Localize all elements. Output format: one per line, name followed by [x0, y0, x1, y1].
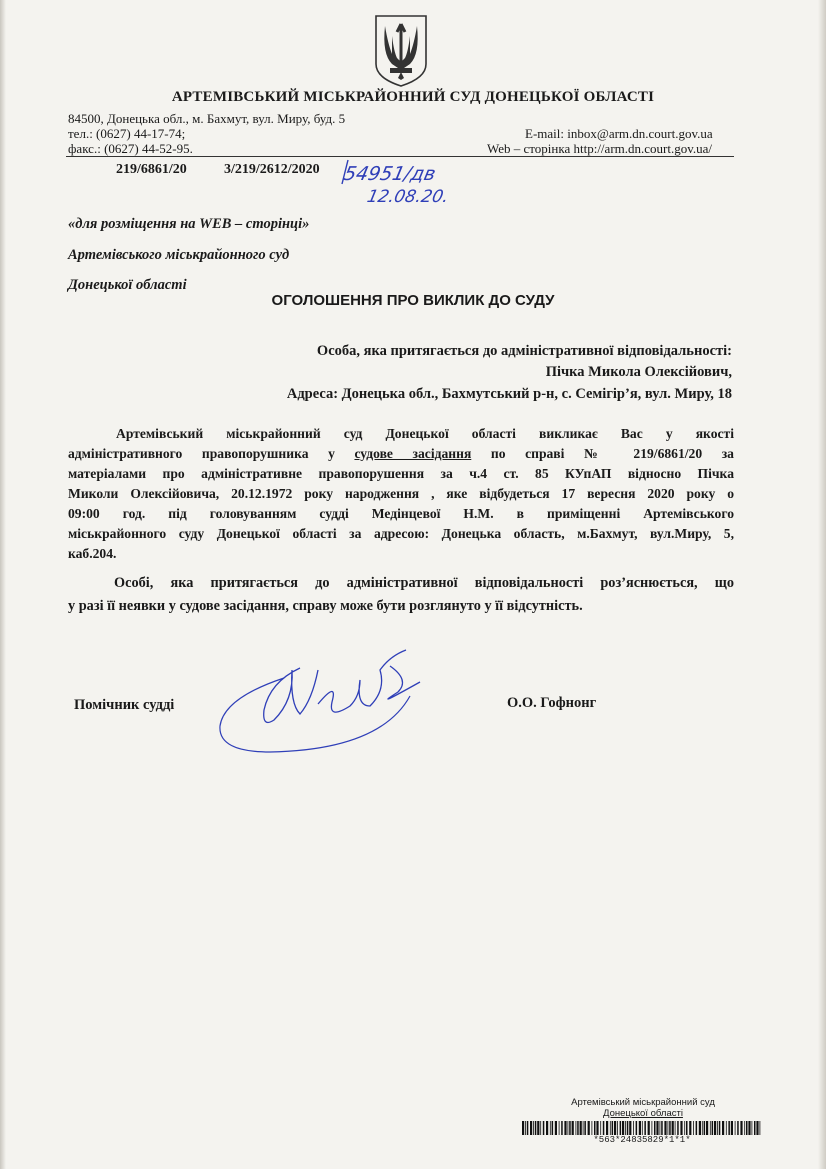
barcode-number: *563*24835829*1*1* [593, 1135, 691, 1145]
barcode-bar [600, 1121, 601, 1135]
court-address: 84500, Донецька обл., м. Бахмут, вул. Миру, буд. 5 [68, 111, 346, 126]
body-line: міськрайонного суду Донецької області за адресою: Донецька область, м.Бахмут, вул.Миру, 5, [68, 526, 734, 541]
barcode-bar [525, 1121, 526, 1135]
outgoing-number: 3/219/2612/2020 [224, 162, 320, 177]
court-phone: тел.: (0627) 44-17-74; [68, 126, 186, 141]
barcode-bar [622, 1121, 624, 1135]
recipient-court: Артемівського міськрайонного суд [68, 247, 290, 263]
barcode-bar [572, 1121, 574, 1135]
barcode-bar [714, 1121, 716, 1135]
barcode-bar [672, 1121, 674, 1135]
court-name-header: АРТЕМІВСЬКИЙ МІСЬКРАЙОННИЙ СУД ДОНЕЦЬКОЇ ОБЛАСТІ [171, 89, 655, 105]
body-line: адміністративного правопорушника у судове засідання по справі № 219/6861/20 за [68, 446, 734, 461]
barcode-bar [612, 1121, 614, 1135]
absence-notice-paragraph [68, 572, 734, 618]
barcode-bar [668, 1121, 669, 1135]
barcode-bar [577, 1121, 579, 1135]
barcode-bar [737, 1121, 739, 1135]
body-line: каб.204. [68, 546, 117, 561]
notice-line: у разі її неявки у судове засідання, справу може бути розглянуто у її відсутність. [68, 598, 583, 614]
barcode-bar [580, 1121, 582, 1135]
barcode-bar [596, 1121, 598, 1135]
barcode-bar [754, 1121, 756, 1135]
trident-emblem-icon [372, 14, 430, 88]
barcode-bar [629, 1121, 631, 1135]
underlined-hearing-term: судове засідання [354, 446, 472, 461]
barcode-bar [522, 1121, 524, 1135]
barcode-bar [717, 1121, 718, 1135]
barcode-bar [527, 1121, 529, 1135]
barcode-bar [712, 1121, 714, 1135]
summons-paragraph [68, 424, 734, 564]
barcode-bar [752, 1121, 753, 1135]
case-number: 219/6861/20 [116, 162, 187, 177]
barcode-bar [748, 1121, 750, 1135]
barcode-bar [642, 1121, 643, 1135]
barcode-bar [648, 1121, 650, 1135]
barcode-bar [625, 1121, 626, 1135]
barcode-bar [594, 1121, 596, 1135]
barcode-bar [760, 1121, 761, 1135]
barcode-bar [702, 1121, 703, 1135]
barcode-bar [664, 1121, 666, 1135]
barcode-bar [564, 1121, 566, 1135]
barcode-bar [583, 1121, 584, 1135]
barcode-bar [639, 1121, 641, 1135]
barcode-bar [696, 1121, 698, 1135]
barcode-bar [530, 1121, 532, 1135]
document-title: ОГОЛОШЕННЯ ПРО ВИКЛИК ДО СУДУ [271, 292, 555, 309]
barcode-bar [684, 1121, 685, 1135]
barcode-bar [610, 1121, 611, 1135]
barcode-bar [726, 1121, 727, 1135]
barcode-bar [669, 1121, 671, 1135]
barcode-bar [614, 1121, 616, 1135]
barcode-bar [704, 1121, 706, 1135]
barcode-bar [706, 1121, 708, 1135]
barcode-bar [675, 1121, 676, 1135]
court-fax: факс.: (0627) 44-52-95. [68, 141, 193, 156]
barcode-bar [677, 1121, 679, 1135]
barcode-bar [661, 1121, 663, 1135]
barcode-bar [680, 1121, 682, 1135]
barcode-bar [550, 1121, 551, 1135]
barcode-bar [627, 1121, 629, 1135]
barcode-bar [644, 1121, 646, 1135]
barcode-bar [592, 1121, 593, 1135]
barcode-bar [606, 1121, 608, 1135]
barcode-bar [633, 1121, 634, 1135]
body-line: Артемівський міськрайонний суд Донецької області викликає Вас у якості [116, 426, 734, 441]
barcode-bar [620, 1121, 622, 1135]
barcode-bar [540, 1121, 541, 1135]
court-email: E-mail: inbox@arm.dn.court.gov.ua [525, 126, 713, 141]
barcode-bar [735, 1121, 736, 1135]
barcode-bar [537, 1121, 539, 1135]
barcode-bar [693, 1121, 694, 1135]
signer-name: О.О. Гофнонг [507, 695, 597, 711]
handwritten-registration-mark [340, 156, 475, 208]
barcode-bar [740, 1121, 742, 1135]
barcode-bar [699, 1121, 701, 1135]
barcode-bar [559, 1121, 560, 1135]
barcode-bar [546, 1121, 548, 1135]
document-barcode [522, 1121, 762, 1135]
body-line: матеріалами про адміністративне правопорушення за ч.4 ст. 85 КУпАП відносно Пічка [68, 466, 734, 481]
scan-edge-left [0, 0, 6, 1169]
barcode-bar [576, 1121, 577, 1135]
web-placement-note: «для розміщення на WEB – сторінці» [68, 216, 310, 232]
person-name: Пічка Микола Олексійович, [545, 364, 732, 380]
barcode-bar [686, 1121, 688, 1135]
barcode-bar [543, 1121, 545, 1135]
barcode-bar [744, 1121, 745, 1135]
court-website: Web – сторінка http://arm.dn.court.gov.ua/ [487, 141, 713, 156]
barcode-bar [710, 1121, 711, 1135]
barcode-bar [746, 1121, 748, 1135]
body-line: 09:00 год. під головуванням судді Медінцевої Н.М. в приміщенні Артемівського [68, 506, 734, 521]
barcode-bar [652, 1121, 653, 1135]
barcode-bar [636, 1121, 638, 1135]
signer-title: Помічник судді [74, 697, 175, 713]
barcode-bar [535, 1121, 537, 1135]
barcode-bar [603, 1121, 605, 1135]
barcode-bar [533, 1121, 534, 1135]
body-line: Миколи Олексійовича, 20.12.1972 року народження , яке відбудеться 17 вересня 2020 року о [68, 486, 734, 501]
footer-court-name: Артемівський міськрайонний суд Донецької області [571, 1097, 715, 1119]
barcode-bar [660, 1121, 661, 1135]
barcode-bar [731, 1121, 733, 1135]
handwritten-reg-number: 54951/дв [341, 162, 438, 185]
barcode-bar [568, 1121, 569, 1135]
barcode-bar [722, 1121, 724, 1135]
barcode-bar [654, 1121, 656, 1135]
barcode-bar [584, 1121, 586, 1135]
handwritten-signature [210, 640, 430, 770]
recipient-oblast: Донецької області [68, 277, 187, 293]
barcode-bar [719, 1121, 721, 1135]
barcode-bar [689, 1121, 691, 1135]
person-address: Адреса: Донецька обл., Бахмутський р-н, с. Семігір’я, вул. Миру, 18 [286, 386, 732, 402]
barcode-bar [552, 1121, 554, 1135]
barcode-bar [569, 1121, 571, 1135]
person-label: Особа, яка притягається до адміністративної відповідальності: [316, 343, 732, 359]
barcode-bar [756, 1121, 758, 1135]
handwritten-reg-date: 12.08.20. [365, 187, 451, 207]
barcode-bar [561, 1121, 563, 1135]
barcode-bar [588, 1121, 590, 1135]
scan-edge-right [818, 0, 826, 1169]
notice-line: Особі, яка притягається до адміністративної відповідальності роз’яснюється, що [114, 575, 734, 591]
barcode-bar [555, 1121, 557, 1135]
barcode-bar [617, 1121, 618, 1135]
barcode-bar [728, 1121, 730, 1135]
barcode-bar [656, 1121, 658, 1135]
